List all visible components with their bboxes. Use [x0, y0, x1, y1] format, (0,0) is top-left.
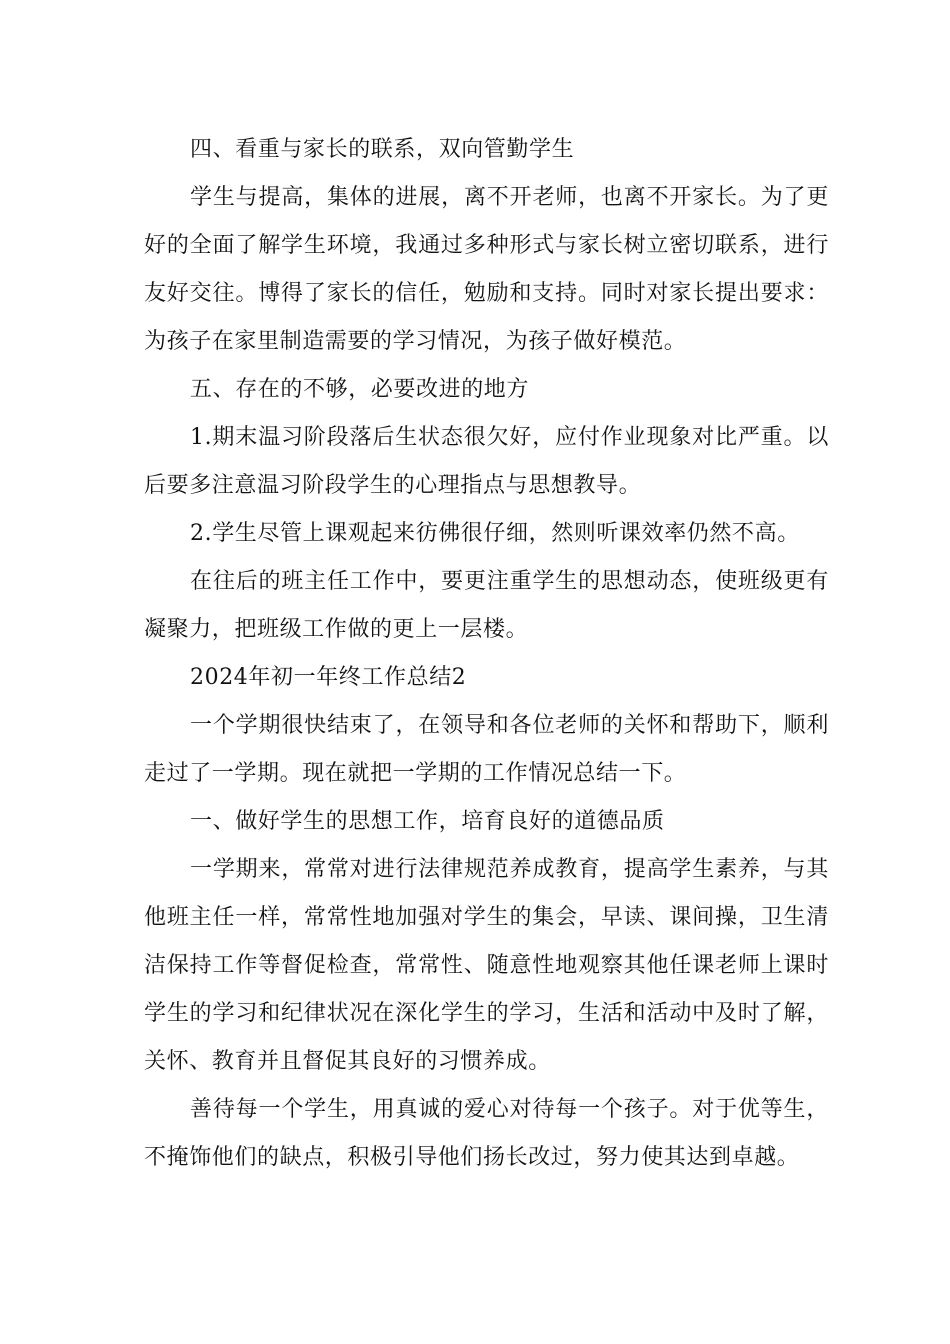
- paragraph-intro: 一个学期很快结束了，在领导和各位老师的关怀和帮助下，顺利走过了一学期。现在就把一学期的工作情况总结一下。: [144, 713, 829, 786]
- section-heading-1: 一、做好学生的思想工作，培育良好的道德品质: [190, 809, 665, 834]
- paragraph-outlook: 在往后的班主任工作中，要更注重学生的思想动态，使班级更有凝聚力，把班级工作做的更上一层楼。: [144, 569, 829, 642]
- document-body: [144, 126, 829, 1182]
- section-heading-4: 四、看重与家长的联系，双向管勤学生: [190, 137, 575, 162]
- list-item-1: 1.期末温习阶段落后生状态很欠好，应付作业现象对比严重。以后要多注意温习阶段学生的心理指点与思想教导。: [144, 425, 829, 498]
- paragraph-treat-students: 善待每一个学生，用真诚的爱心对待每一个孩子。对于优等生，不掩饰他们的缺点，积极引导他们扬长改过，努力使其达到卓越。: [144, 1097, 829, 1170]
- section-heading-5: 五、存在的不够，必要改进的地方: [190, 377, 530, 402]
- paragraph-parent-contact: 学生与提高，集体的进展，离不开老师，也离不开家长。为了更好的全面了解学生环境，我通过多种形式与家长树立密切联系，进行友好交往。博得了家长的信任，勉励和支持。同时对家长提出要求：为孩子在家里制造需要的学习情况，为孩子做好模范。: [144, 185, 829, 354]
- paragraph-moral-education: 一学期来，常常对进行法律规范养成教育，提高学生素养，与其他班主任一样，常常性地加强对学生的集会，早读、课间操，卫生清洁保持工作等督促检查，常常性、随意性地观察其他任课老师上课时学生的学习和纪律状况在深化学生的学习，生活和活动中及时了解，关怀、教育并且督促其良好的习惯养成。: [144, 857, 829, 1074]
- list-item-2: 2.学生尽管上课观起来彷佛很仔细，然则听课效率仍然不高。: [190, 521, 800, 546]
- document-subtitle: 2024年初一年终工作总结2: [190, 665, 467, 690]
